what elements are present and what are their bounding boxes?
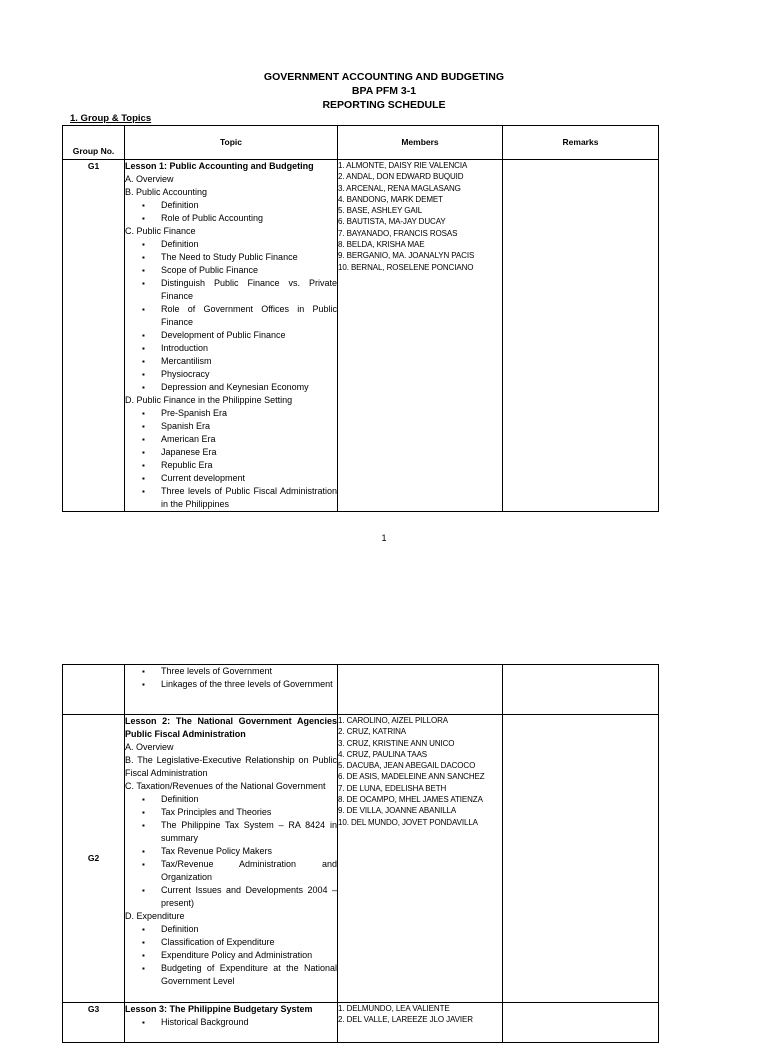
column-header-members: Members xyxy=(338,126,503,160)
topic-bullet-item: ▪ Republic Era xyxy=(161,459,337,472)
topic-bullet-item: ▪ Japanese Era xyxy=(161,446,337,459)
members-cell xyxy=(338,715,503,1003)
topic-bullet-item: ▪ Definition xyxy=(161,238,337,251)
topic-bullet-item: ▪ Mercantilism xyxy=(161,355,337,368)
course-title: GOVERNMENT ACCOUNTING AND BUDGETING xyxy=(263,71,505,83)
topic-bullet-item: ▪ Definition xyxy=(161,199,337,212)
column-header-topic: Topic xyxy=(125,126,338,160)
member-name: 8. DE OCAMPO, MHEL JAMES ATIENZA xyxy=(338,795,483,805)
topic-cell xyxy=(125,1003,338,1043)
table-header-row xyxy=(63,126,659,160)
member-name: 9. BERGANIO, MA. JOANALYN PACIS xyxy=(338,251,475,261)
document-header xyxy=(0,70,768,112)
member-name: 6. DE ASIS, MADELEINE ANN SANCHEZ xyxy=(338,772,485,782)
topic-cell xyxy=(125,715,338,1003)
topic-cell xyxy=(125,665,338,715)
lesson-title: Lesson 3: The Philippine Budgetary System xyxy=(125,1004,313,1014)
topic-bullet-item: ▪ American Era xyxy=(161,433,337,446)
members-cell xyxy=(338,665,503,715)
topic-subheading: D. Public Finance in the Philippine Setting xyxy=(125,395,293,405)
topic-subheading: C. Taxation/Revenues of the National Government xyxy=(125,781,326,791)
member-name: 8. BELDA, KRISHA MAE xyxy=(338,240,425,250)
member-name: 6. BAUTISTA, MA-JAY DUCAY xyxy=(338,217,446,227)
topic-bullet-item: ▪ Current Issues and Developments 2004 – present) xyxy=(161,884,337,910)
members-list xyxy=(338,160,502,273)
topic-subheading: B. Public Accounting xyxy=(125,187,208,197)
table-row xyxy=(63,665,659,715)
topic-bullet-item: ▪ Definition xyxy=(161,923,337,936)
topic-bullet-item: ▪ Development of Public Finance xyxy=(161,329,337,342)
topic-list xyxy=(125,665,337,691)
member-name: 9. DE VILLA, JOANNE ABANILLA xyxy=(338,806,457,816)
column-header-remarks: Remarks xyxy=(503,126,659,160)
bullet-list xyxy=(125,1016,337,1029)
remarks-cell xyxy=(503,160,659,512)
topic-bullet-item: ▪ Historical Background xyxy=(161,1016,337,1029)
topic-bullet-item: ▪ Introduction xyxy=(161,342,337,355)
member-name: 3. CRUZ, KRISTINE ANN UNICO xyxy=(338,738,455,748)
topic-bullet-item: ▪ Tax/Revenue Administration and Organization xyxy=(161,858,337,884)
members-cell xyxy=(338,1003,503,1043)
topic-bullet-item: ▪ Depression and Keynesian Economy xyxy=(161,381,337,394)
member-name: 2. CRUZ, KATRINA xyxy=(338,727,407,737)
bullet-list xyxy=(125,923,337,988)
lesson-title: Lesson 2: The National Government Agencies Public Fiscal Administration xyxy=(125,716,337,739)
member-name: 1. CAROLINO, AIZEL PILLORA xyxy=(338,716,449,725)
page-number: 1 xyxy=(381,533,387,543)
member-name: 2. DEL VALLE, LAREEZE JLO JAVIER xyxy=(338,1015,473,1025)
topic-subheading: A. Overview xyxy=(125,174,174,184)
bullet-list xyxy=(125,238,337,394)
topic-cell xyxy=(125,160,338,512)
table-row xyxy=(63,160,659,512)
topic-bullet-item: ▪ Definition xyxy=(161,793,337,806)
remarks-cell xyxy=(503,715,659,1003)
topic-bullet-item: ▪ Budgeting of Expenditure at the National Government Level xyxy=(161,962,337,988)
topic-bullet-item: ▪ Three levels of Government xyxy=(161,665,337,678)
bullet-list xyxy=(125,199,337,225)
topic-bullet-item: ▪ The Need to Study Public Finance xyxy=(161,251,337,264)
topic-bullet-item: ▪ The Philippine Tax System – RA 8424 in summary xyxy=(161,819,337,845)
member-name: 5. BASE, ASHLEY GAIL xyxy=(338,206,423,216)
members-cell xyxy=(338,160,503,512)
topic-bullet-item: ▪ Distinguish Public Finance vs. Private Finance xyxy=(161,277,337,303)
topic-list xyxy=(125,173,337,511)
column-header-group: Group No. xyxy=(63,126,125,160)
members-list xyxy=(338,1003,502,1026)
member-name: 10. DEL MUNDO, JOVET PONDAVILLA xyxy=(338,817,478,827)
topic-bullet-item: ▪ Scope of Public Finance xyxy=(161,264,337,277)
member-name: 1. DELMUNDO, LEA VALIENTE xyxy=(338,1004,450,1013)
table-row xyxy=(63,1003,659,1043)
remarks-cell xyxy=(503,1003,659,1043)
group-number: G3 xyxy=(63,1003,125,1043)
lesson-title: Lesson 1: Public Accounting and Budgeting xyxy=(125,161,314,171)
topic-bullet-item: ▪ Spanish Era xyxy=(161,420,337,433)
topic-bullet-item: ▪ Tax Revenue Policy Makers xyxy=(161,845,337,858)
topic-bullet-item: ▪ Physiocracy xyxy=(161,368,337,381)
bullet-list xyxy=(125,407,337,511)
member-name: 1. ALMONTE, DAISY RIE VALENCIA xyxy=(338,161,468,170)
member-name: 4. BANDONG, MARK DEMET xyxy=(338,194,443,204)
topic-bullet-item: ▪ Linkages of the three levels of Government xyxy=(161,678,337,691)
members-list xyxy=(338,715,502,828)
member-name: 7. DE LUNA, EDELISHA BETH xyxy=(338,783,447,793)
member-name: 5. DACUBA, JEAN ABEGAIL DACOCO xyxy=(338,761,476,771)
topic-bullet-item: ▪ Role of Government Offices in Public Finance xyxy=(161,303,337,329)
topic-bullet-item: ▪ Classification of Expenditure xyxy=(161,936,337,949)
schedule-title: REPORTING SCHEDULE xyxy=(322,99,446,111)
section-code: BPA PFM 3-1 xyxy=(351,85,417,97)
member-name: 2. ANDAL, DON EDWARD BUQUID xyxy=(338,172,464,182)
member-name: 4. CRUZ, PAULINA TAAS xyxy=(338,749,428,759)
bullet-list xyxy=(125,793,337,910)
section-label: 1. Group & Topics xyxy=(70,113,152,124)
group-number xyxy=(63,665,125,715)
member-name: 7. BAYANADO, FRANCIS ROSAS xyxy=(338,228,458,238)
topic-subheading: D. Expenditure xyxy=(125,911,185,921)
topic-bullet-item: ▪ Expenditure Policy and Administration xyxy=(161,949,337,962)
member-name: 10. BERNAL, ROSELENE PONCIANO xyxy=(338,262,474,272)
table-row xyxy=(63,715,659,1003)
schedule-table-page2 xyxy=(62,664,659,1043)
topic-bullet-item: ▪ Tax Principles and Theories xyxy=(161,806,337,819)
topic-bullet-item: ▪ Role of Public Accounting xyxy=(161,212,337,225)
remarks-cell xyxy=(503,665,659,715)
topic-bullet-item: ▪ Pre-Spanish Era xyxy=(161,407,337,420)
schedule-table-page1 xyxy=(62,125,659,512)
topic-bullet-item: ▪ Current development xyxy=(161,472,337,485)
topic-subheading: C. Public Finance xyxy=(125,226,196,236)
topic-list xyxy=(125,741,337,988)
group-number: G2 xyxy=(63,715,125,1003)
topic-subheading: B. The Legislative-Executive Relationship on Public Fiscal Administration xyxy=(125,755,337,778)
topic-subheading: A. Overview xyxy=(125,742,174,752)
bullet-list xyxy=(125,665,337,691)
group-number: G1 xyxy=(63,160,125,512)
topic-bullet-item: ▪ Three levels of Public Fiscal Administration in the Philippines xyxy=(161,485,337,511)
member-name: 3. ARCENAL, RENA MAGLASANG xyxy=(338,183,461,193)
topic-list xyxy=(125,1016,337,1029)
